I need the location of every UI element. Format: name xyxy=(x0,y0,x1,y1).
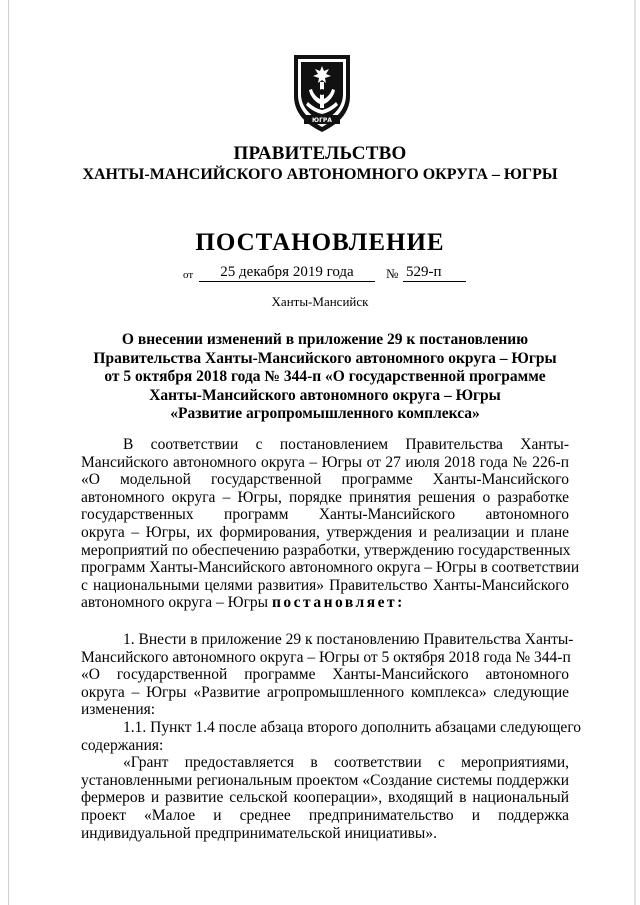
date-prefix: от xyxy=(183,269,194,281)
title-line: Правительства Ханты-Мансийского автономного округа – Югры xyxy=(93,349,557,367)
scan-edge-right xyxy=(634,0,636,905)
title-line: Ханты-Мансийского автономного округа – Югры xyxy=(149,386,501,404)
preamble-line: В соответствии с постановлением Правительства Ханты- xyxy=(123,436,569,453)
date-number-line xyxy=(183,263,473,287)
document-number: 529-п xyxy=(403,263,466,282)
scan-edge-left xyxy=(8,0,9,905)
okrug-heading: ХАНТЫ-МАНСИЙСКОГО АВТОНОМНОГО ОКРУГА – ЮГРЫ xyxy=(82,166,558,183)
title-line: О внесении изменений в приложение 29 к постановлению xyxy=(121,331,529,348)
quote-line: фермеров и развитие сельской кооперации», входящий в национальный xyxy=(81,789,569,807)
number-prefix: № xyxy=(386,266,399,281)
quote-line: индивидуальной предпринимательской инициативы». xyxy=(81,824,437,842)
title-line: от 5 октября 2018 года № 344-п «О государственной программе xyxy=(104,368,546,385)
preamble-line: государственных программ Ханты-Мансийского автономного xyxy=(81,506,569,524)
coat-of-arms-emblem xyxy=(290,52,354,134)
city: Ханты-Мансийск xyxy=(271,294,369,309)
section-line: Мансийского автономного округа – Югры от 5 октября 2018 года № 344-п xyxy=(81,648,571,666)
government-heading: ПРАВИТЕЛЬСТВО xyxy=(233,143,407,164)
document-title xyxy=(60,331,590,424)
preamble-line: автономного округа – Югры, порядке принятия решения о разработке xyxy=(81,488,569,506)
quote-line: «Грант предоставляется в соответствии с мероприятиями, xyxy=(123,754,569,772)
preamble-line: Мансийского автономного округа – Югры от 27 июля 2018 года № 226-п xyxy=(81,453,569,471)
section-line: содержания: xyxy=(81,736,164,754)
svg-text:ЮГРА: ЮГРА xyxy=(312,117,332,124)
section-line: «О государственной программе Ханты-Мансийского автономного xyxy=(81,666,569,684)
preamble-last-line xyxy=(81,594,569,612)
title-line: «Развитие агропромышленного комплекса» xyxy=(170,405,480,422)
section-one xyxy=(81,631,582,842)
section-line: 1.1. Пункт 1.4 после абзаца второго дополнить абзацами следующего xyxy=(123,718,582,736)
preamble-text: автономного округа – Югры xyxy=(81,594,269,612)
document-date: 25 декабря 2019 года xyxy=(199,263,375,282)
preamble-line: мероприятий по обеспечению разработки, утверждению государственных xyxy=(81,541,571,559)
decree-word: постановляет: xyxy=(271,594,405,612)
preamble-line: программ Ханты-Мансийского автономного округа – Югры в соответствии xyxy=(81,559,580,577)
preamble-line: округа – Югры, их формирования, утверждения и реализации и плане xyxy=(81,523,569,541)
section-line: округа – Югры «Развитие агропромышленного комплекса» следующие xyxy=(81,683,569,701)
preamble-line: «О модельной государственной программе Ханты-Мансийского xyxy=(81,471,569,489)
document-type: ПОСТАНОВЛЕНИЕ xyxy=(195,229,445,256)
section-line: изменения: xyxy=(81,701,156,719)
quote-line: установленными региональным проектом «Создание системы поддержки xyxy=(81,771,569,789)
preamble-line: с национальными целями развития» Правительство Ханты-Мансийского xyxy=(81,576,569,594)
section-line: 1. Внести в приложение 29 к постановлению Правительства Ханты- xyxy=(123,631,574,648)
preamble-paragraph xyxy=(81,436,580,612)
quote-line: проект «Малое и среднее предпринимательство и поддержка xyxy=(81,806,569,824)
